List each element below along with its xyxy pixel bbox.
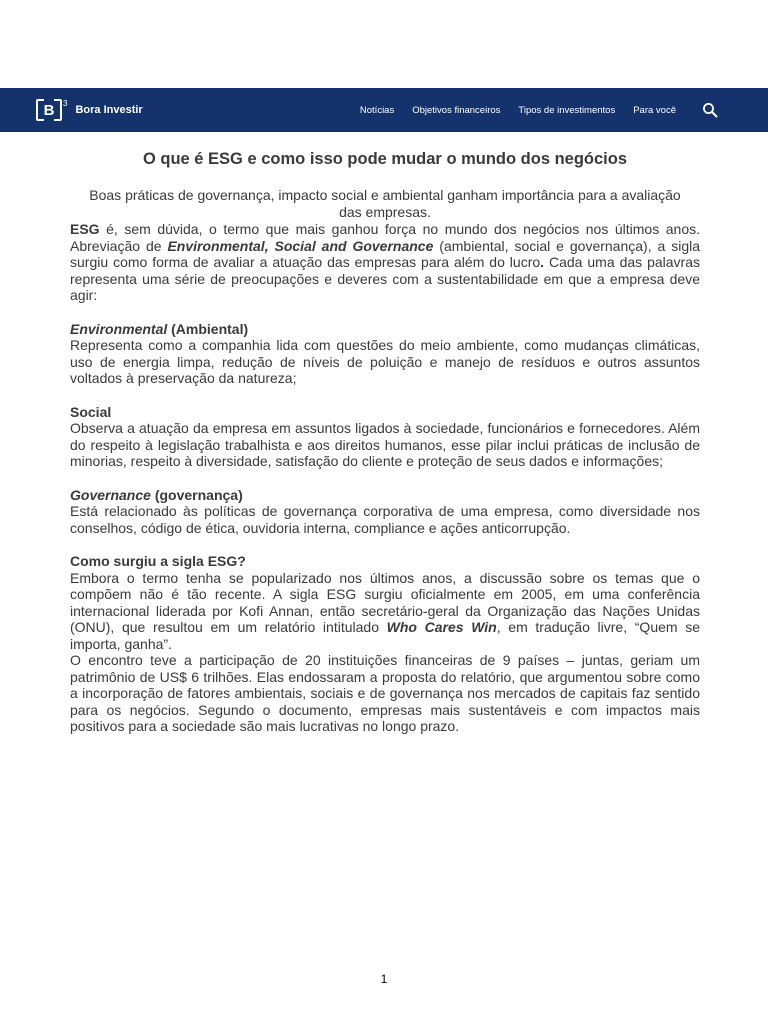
b3-logo-icon: B (36, 99, 62, 121)
article (70, 150, 700, 735)
brand-logo[interactable] (36, 99, 143, 121)
esg-term: ESG (70, 221, 100, 237)
logo-superscript: 3 (63, 98, 68, 108)
nav-link-objetivos[interactable]: Objetivos financeiros (412, 104, 501, 116)
origin-paragraph-1: Embora o termo tenha se popularizado nos últimos anos, a discussão sobre os temas que o compõem não é tão recente. A sigla ESG surgiu oficialmente em 2005, em uma conferência internacional liderada por Kofi Annan, então secretário-geral da Organização das Nações Unidas (ONU), que resultou em um relatório intitulado Who Cares Win, em tradução livre, “Quem se importa, ganha”. (70, 569, 700, 652)
report-title: Who Cares Win (386, 619, 497, 635)
social-text: Observa a atuação da empresa em assuntos ligados à sociedade, funcionários e fornecedores. Além do respeito à legislação trabalhista e aos direitos humanos, esse pilar inclui práticas de inclusão de minorias, respeito à diversidade, satisfação do cliente e proteção de seus dados e informações; (70, 420, 700, 469)
environmental-heading: Environmental (Ambiental) (70, 320, 249, 337)
governance-text: Está relacionado às políticas de governança corporativa de uma empresa, como diversidade nos conselhos, código de ética, ouvidoria interna, compliance e ações anticorrupção. (70, 503, 700, 536)
environmental-text: Representa como a companhia lida com questões do meio ambiente, como mudanças climáticas, uso de energia limpa, redução de níveis de poluição e manejo de resíduos e outros assuntos voltados à preservação da natureza; (70, 337, 700, 386)
nav-link-noticias[interactable]: Notícias (359, 104, 395, 116)
intro-paragraph: ESG é, sem dúvida, o termo que mais ganhou força no mundo dos negócios nos últimos anos. Abreviação de Environmental, Social and Governance (ambiental, social e governança), a sigla surgiu como forma de avaliar a atuação das empresas para além do lucro. Cada uma das palavras representa uma série de preocupações e deveres com a sustentabilidade em que a empresa deve agir: (70, 221, 701, 303)
page-number: 1 (380, 972, 388, 986)
nav-link-tipos[interactable]: Tipos de investimentos (518, 104, 616, 116)
esg-full-name: Environmental, Social and Governance (167, 237, 434, 254)
origin-paragraph-2: O encontro teve a participação de 20 instituições financeiras de 9 países – juntas, geriam um patrimônio de US$ 6 trilhões. Elas endossaram a proposta do relatório, que argumentou sobre como a incorporação de fatores ambientais, sociais e de governança nos mercados de capitais faz sentido para os negócios. Segundo o documento, empresas mais sustentáveis e com impactos mais positivos para a sociedade são mais lucrativas no longo prazo. (70, 652, 700, 734)
nav-link-para-voce[interactable]: Para você (633, 104, 676, 116)
search-icon[interactable] (702, 102, 718, 118)
article-subtitle: Boas práticas de governança, impacto social e ambiental ganham importância para a avaliação das empresas. (89, 187, 681, 220)
origin-heading: Como surgiu a sigla ESG? (70, 553, 246, 569)
social-heading: Social (70, 403, 112, 420)
brand-name: Bora Investir (75, 104, 143, 116)
top-navbar (0, 88, 768, 132)
governance-heading: Governance (governança) (70, 486, 243, 503)
nav-menu (360, 105, 676, 116)
article-title: O que é ESG e como isso pode mudar o mundo dos negócios (142, 150, 628, 168)
